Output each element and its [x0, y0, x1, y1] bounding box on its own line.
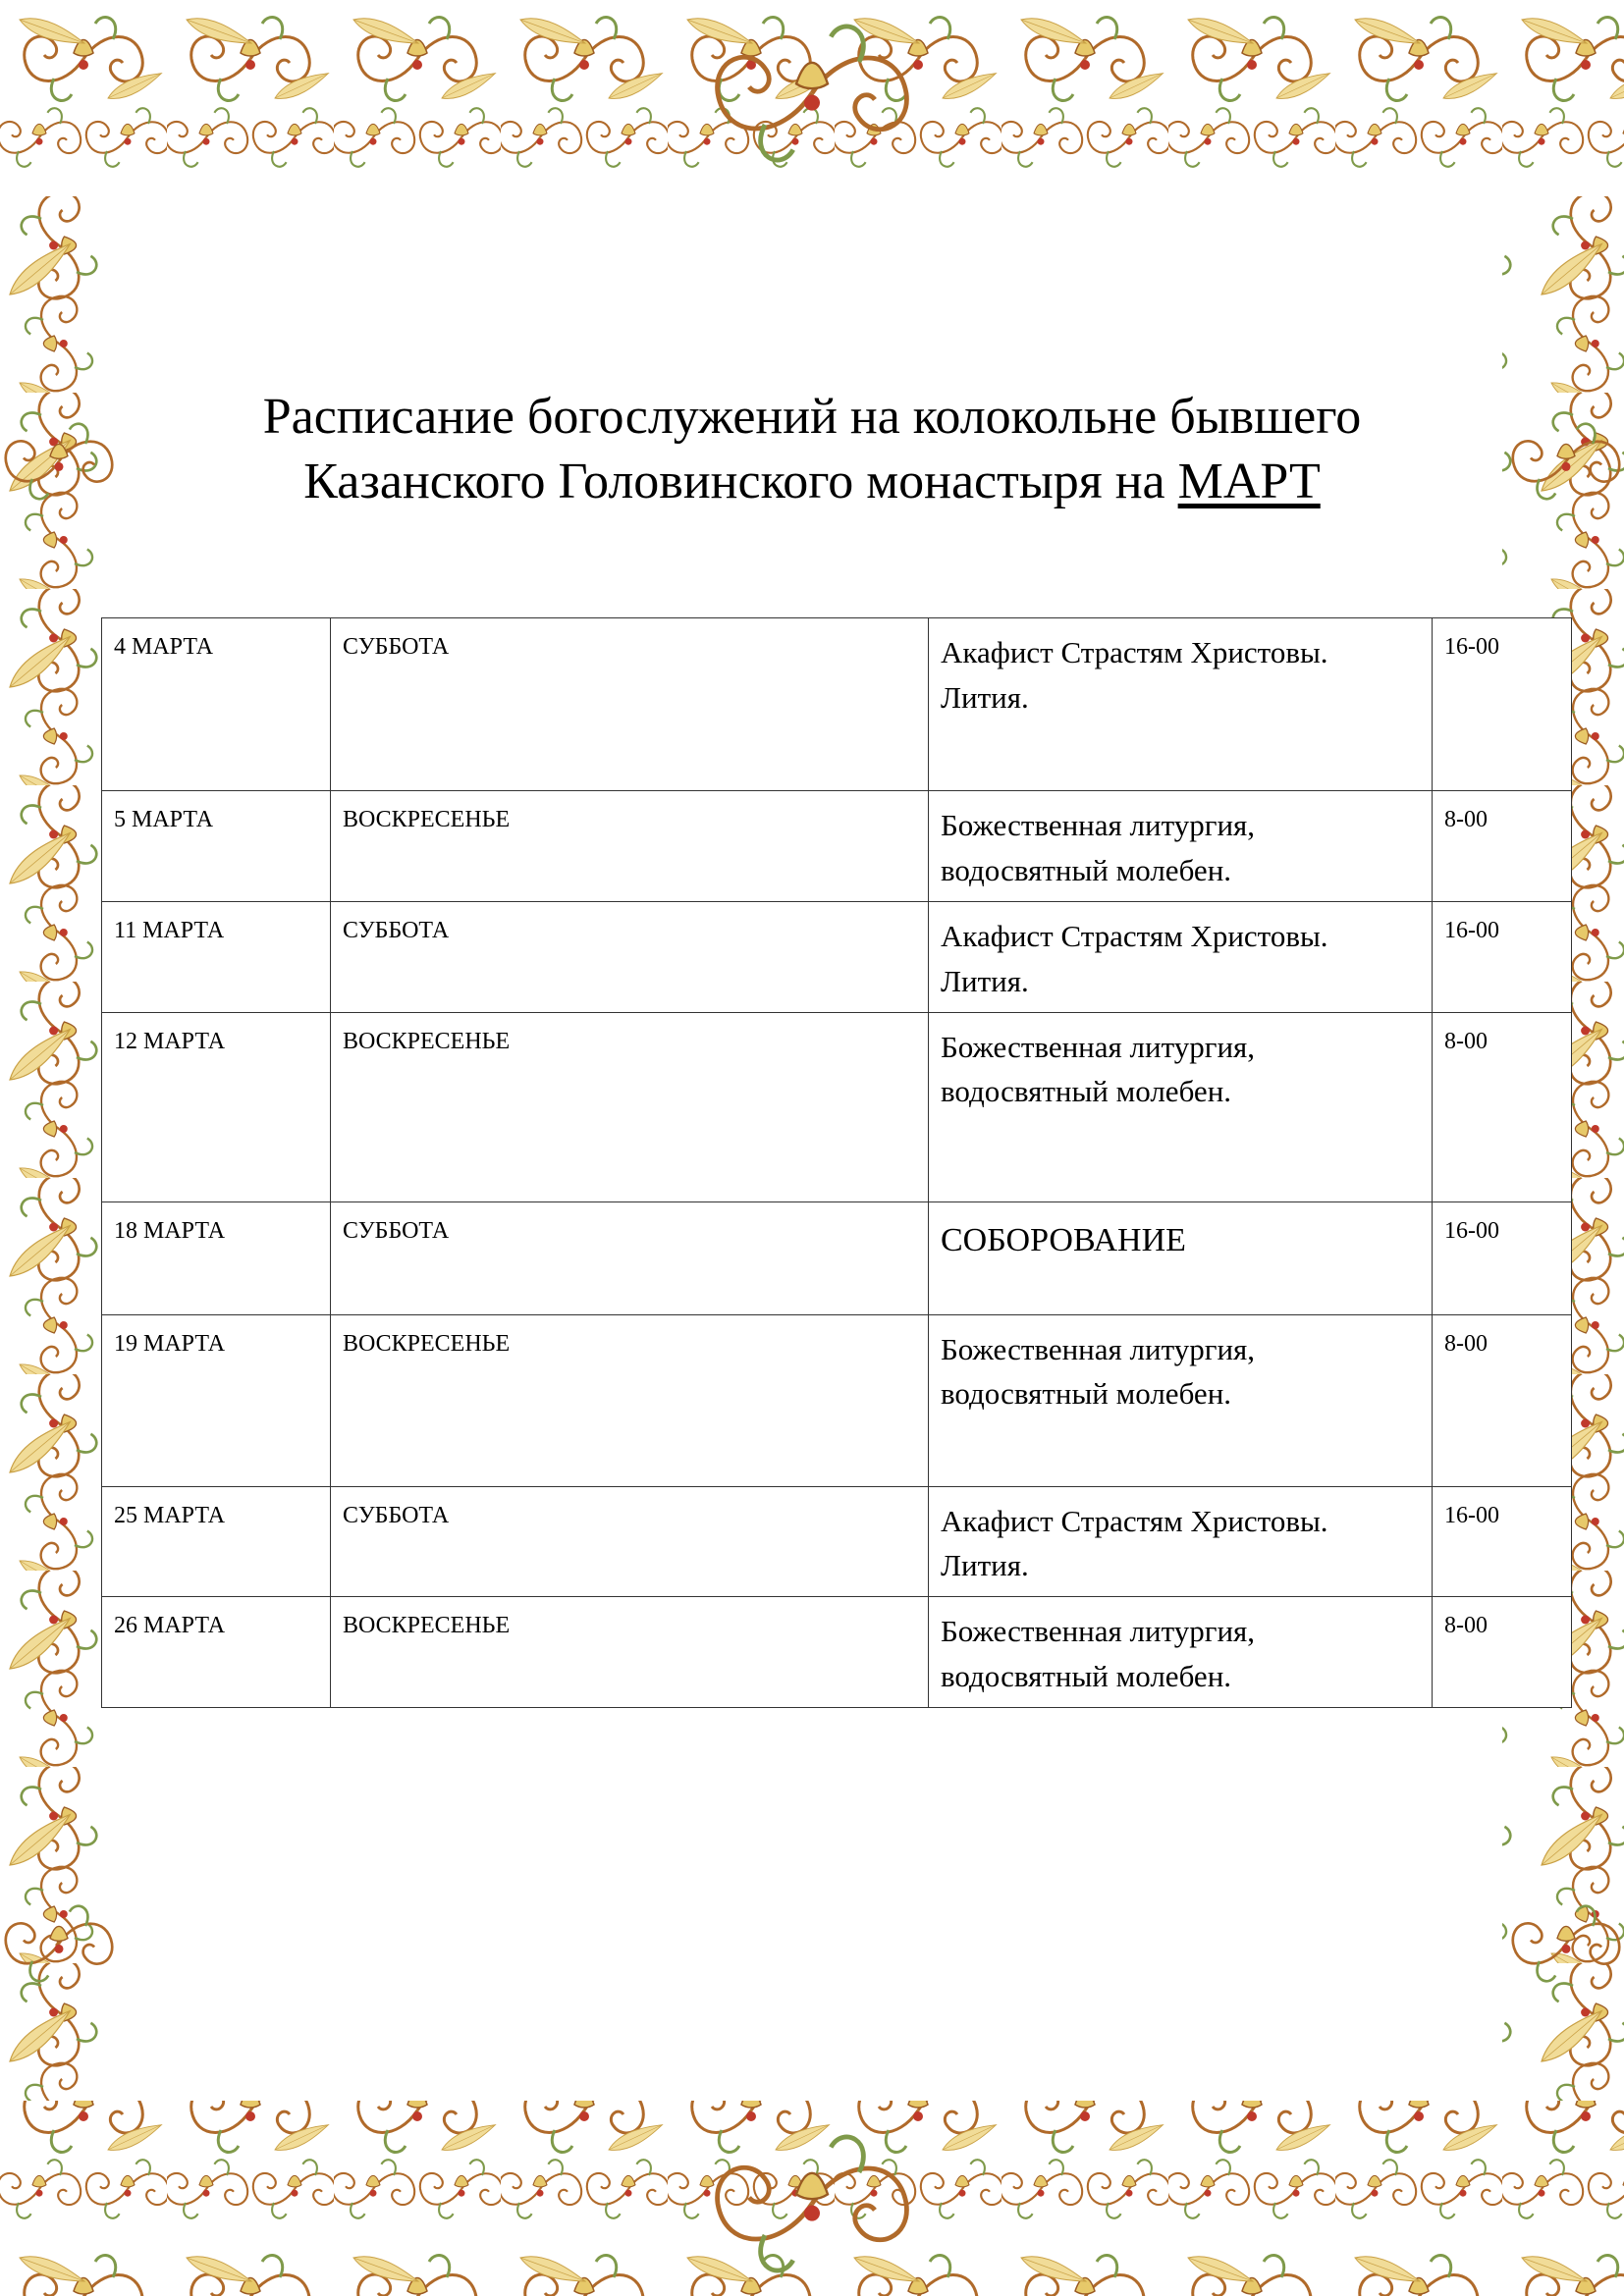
time-cell: 8-00	[1433, 1012, 1572, 1201]
table-row	[102, 791, 1572, 902]
service-cell: Акафист Страстям Христовы. Лития.	[929, 901, 1433, 1012]
table-row	[102, 1597, 1572, 1708]
date-cell: 4 МАРТА	[102, 618, 331, 791]
table-row	[102, 1012, 1572, 1201]
day-cell: ВОСКРЕСЕНЬЕ	[331, 1012, 929, 1201]
date-cell: 12 МАРТА	[102, 1012, 331, 1201]
day-cell: СУББОТА	[331, 1201, 929, 1314]
day-cell: ВОСКРЕСЕНЬЕ	[331, 791, 929, 902]
time-cell: 16-00	[1433, 1486, 1572, 1597]
service-cell: СОБОРОВАНИЕ	[929, 1201, 1433, 1314]
day-cell: СУББОТА	[331, 1486, 929, 1597]
time-cell: 16-00	[1433, 618, 1572, 791]
date-cell: 19 МАРТА	[102, 1314, 331, 1486]
date-cell: 25 МАРТА	[102, 1486, 331, 1597]
table-row	[102, 1201, 1572, 1314]
time-cell: 16-00	[1433, 901, 1572, 1012]
page-title	[118, 385, 1506, 514]
day-cell: ВОСКРЕСЕНЬЕ	[331, 1314, 929, 1486]
schedule-table	[101, 617, 1572, 1708]
service-cell: Божественная литургия, водосвятный молебен.	[929, 791, 1433, 902]
title-line-1: Расписание богослужений на колокольне бывшего	[262, 389, 1362, 445]
date-cell: 26 МАРТА	[102, 1597, 331, 1708]
table-row	[102, 901, 1572, 1012]
time-cell: 8-00	[1433, 791, 1572, 902]
table-row	[102, 1486, 1572, 1597]
day-cell: СУББОТА	[331, 901, 929, 1012]
table-row	[102, 618, 1572, 791]
service-cell: Божественная литургия, водосвятный молебен.	[929, 1012, 1433, 1201]
day-cell: ВОСКРЕСЕНЬЕ	[331, 1597, 929, 1708]
title-line-2: Казанского Головинского монастыря на	[303, 454, 1165, 510]
time-cell: 16-00	[1433, 1201, 1572, 1314]
date-cell: 18 МАРТА	[102, 1201, 331, 1314]
table-row	[102, 1314, 1572, 1486]
day-cell: СУББОТА	[331, 618, 929, 791]
service-cell: Акафист Страстям Христовы. Лития.	[929, 618, 1433, 791]
service-cell: Акафист Страстям Христовы. Лития.	[929, 1486, 1433, 1597]
time-cell: 8-00	[1433, 1314, 1572, 1486]
time-cell: 8-00	[1433, 1597, 1572, 1708]
date-cell: 5 МАРТА	[102, 791, 331, 902]
title-month: МАРТ	[1177, 454, 1321, 510]
service-cell: Божественная литургия, водосвятный молебен.	[929, 1597, 1433, 1708]
date-cell: 11 МАРТА	[102, 901, 331, 1012]
service-cell: Божественная литургия, водосвятный молебен.	[929, 1314, 1433, 1486]
